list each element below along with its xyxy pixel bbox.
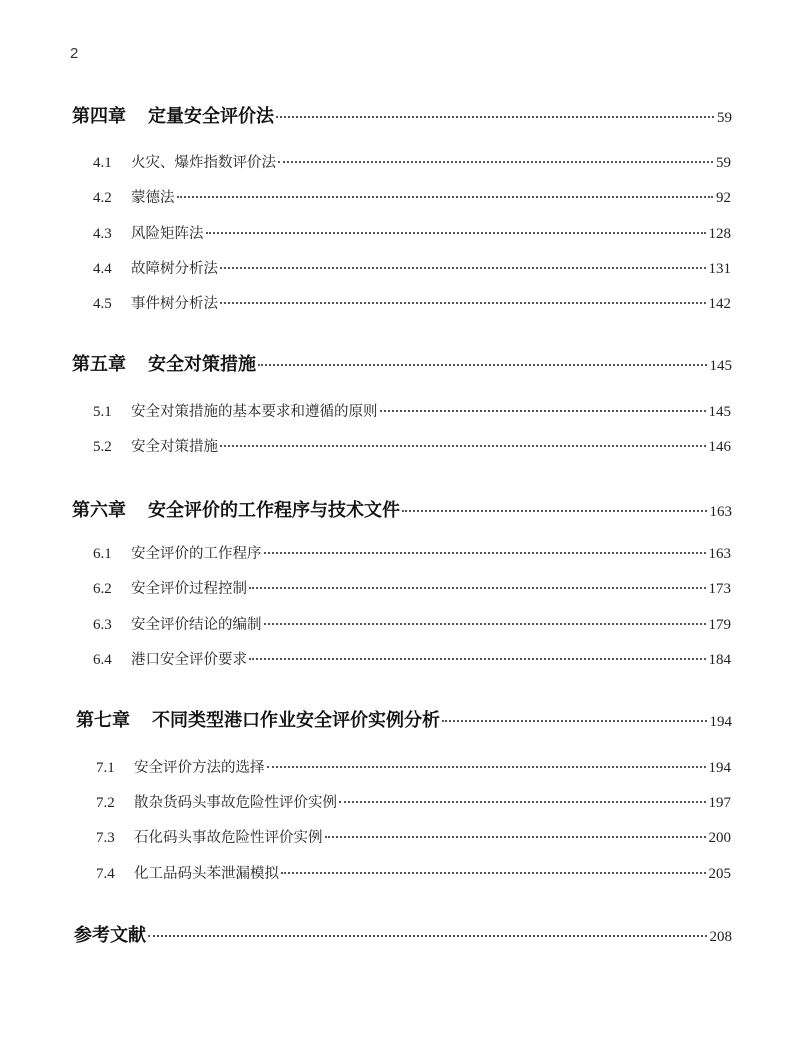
dot-leader xyxy=(220,302,706,304)
chapter-title: 定量安全评价法 xyxy=(148,106,274,127)
section-page: 200 xyxy=(708,830,731,846)
toc-section-4-3[interactable] xyxy=(93,222,731,243)
dot-leader xyxy=(258,364,707,366)
chapter-number: 第七章 xyxy=(76,710,130,731)
chapter-number: 第六章 xyxy=(72,500,126,521)
section-page: 173 xyxy=(708,581,731,597)
section-number: 6.2 xyxy=(93,581,112,597)
dot-leader xyxy=(339,801,706,803)
toc-section-7-4[interactable] xyxy=(96,862,731,883)
dot-leader xyxy=(278,161,713,163)
toc-section-7-1[interactable] xyxy=(96,756,731,777)
section-title: 蒙德法 xyxy=(131,190,175,206)
toc-section-5-2[interactable] xyxy=(93,435,731,456)
toc-section-4-4[interactable] xyxy=(93,257,731,278)
section-page: 163 xyxy=(708,546,731,562)
section-page: 145 xyxy=(708,404,731,420)
section-title: 火灾、爆炸指数评价法 xyxy=(131,155,276,171)
section-title: 港口安全评价要求 xyxy=(131,652,247,668)
chapter-number: 第五章 xyxy=(72,354,126,375)
section-page: 128 xyxy=(708,226,731,242)
dot-leader xyxy=(148,935,707,937)
chapter-number: 第四章 xyxy=(72,106,126,127)
toc-chapter-6[interactable] xyxy=(72,496,732,522)
toc-chapter-4[interactable] xyxy=(72,102,732,128)
section-title: 安全对策措施 xyxy=(131,439,218,455)
toc-section-6-4[interactable] xyxy=(93,648,731,669)
dot-leader xyxy=(264,552,706,554)
section-number: 7.3 xyxy=(96,830,115,846)
section-number: 4.4 xyxy=(93,261,112,277)
chapter-title: 安全对策措施 xyxy=(148,354,256,375)
dot-leader xyxy=(267,766,706,768)
section-title: 化工品码头苯泄漏模拟 xyxy=(134,866,279,882)
toc-section-6-2[interactable] xyxy=(93,577,731,598)
section-page: 205 xyxy=(708,866,731,882)
dot-leader xyxy=(220,445,706,447)
section-number: 7.1 xyxy=(96,760,115,776)
section-title: 散杂货码头事故危险性评价实例 xyxy=(134,795,337,811)
section-title: 安全评价的工作程序 xyxy=(131,546,262,562)
toc-section-7-3[interactable] xyxy=(96,826,731,847)
toc-section-4-1[interactable] xyxy=(93,151,731,172)
section-title: 故障树分析法 xyxy=(131,261,218,277)
dot-leader xyxy=(177,196,714,198)
dot-leader xyxy=(380,410,706,412)
section-page: 92 xyxy=(716,190,731,206)
chapter-page: 194 xyxy=(709,714,732,730)
section-title: 石化码头事故危险性评价实例 xyxy=(134,830,323,846)
section-page: 146 xyxy=(708,439,731,455)
section-title: 安全评价结论的编制 xyxy=(131,617,262,633)
section-page: 184 xyxy=(708,652,731,668)
section-page: 131 xyxy=(708,261,731,277)
section-number: 4.5 xyxy=(93,296,112,312)
section-title: 安全评价方法的选择 xyxy=(134,760,265,776)
dot-leader xyxy=(249,658,706,660)
dot-leader xyxy=(325,836,706,838)
section-number: 7.2 xyxy=(96,795,115,811)
dot-leader xyxy=(402,510,707,512)
chapter-page: 163 xyxy=(709,504,732,520)
section-number: 4.1 xyxy=(93,155,112,171)
toc-references[interactable] xyxy=(74,921,732,947)
chapter-title: 不同类型港口作业安全评价实例分析 xyxy=(152,710,440,731)
section-number: 4.2 xyxy=(93,190,112,206)
section-page: 197 xyxy=(708,795,731,811)
toc-chapter-5[interactable] xyxy=(72,350,732,376)
dot-leader xyxy=(220,267,706,269)
dot-leader xyxy=(206,232,706,234)
dot-leader xyxy=(442,720,707,722)
dot-leader xyxy=(276,116,714,118)
toc-chapter-7[interactable] xyxy=(76,706,732,732)
section-number: 6.4 xyxy=(93,652,112,668)
dot-leader xyxy=(249,587,706,589)
section-number: 6.3 xyxy=(93,617,112,633)
chapter-page: 145 xyxy=(709,358,732,374)
section-page: 59 xyxy=(716,155,731,171)
section-title: 安全评价过程控制 xyxy=(131,581,247,597)
section-page: 194 xyxy=(708,760,731,776)
section-number: 6.1 xyxy=(93,546,112,562)
section-title: 风险矩阵法 xyxy=(131,226,204,242)
toc-section-5-1[interactable] xyxy=(93,400,731,421)
toc-section-4-5[interactable] xyxy=(93,292,731,313)
section-number: 5.1 xyxy=(93,404,112,420)
section-page: 142 xyxy=(708,296,731,312)
chapter-page: 59 xyxy=(717,110,732,126)
references-page: 208 xyxy=(709,929,732,945)
chapter-title: 安全评价的工作程序与技术文件 xyxy=(148,500,400,521)
toc-section-6-3[interactable] xyxy=(93,613,731,634)
section-title: 事件树分析法 xyxy=(131,296,218,312)
dot-leader xyxy=(281,872,706,874)
section-number: 7.4 xyxy=(96,866,115,882)
section-page: 179 xyxy=(708,617,731,633)
page-number: 2 xyxy=(70,45,79,62)
toc-section-6-1[interactable] xyxy=(93,542,731,563)
toc-section-7-2[interactable] xyxy=(96,791,731,812)
dot-leader xyxy=(264,623,706,625)
references-title: 参考文献 xyxy=(74,925,146,946)
section-number: 4.3 xyxy=(93,226,112,242)
section-number: 5.2 xyxy=(93,439,112,455)
toc-section-4-2[interactable] xyxy=(93,186,731,207)
section-title: 安全对策措施的基本要求和遵循的原则 xyxy=(131,404,378,420)
